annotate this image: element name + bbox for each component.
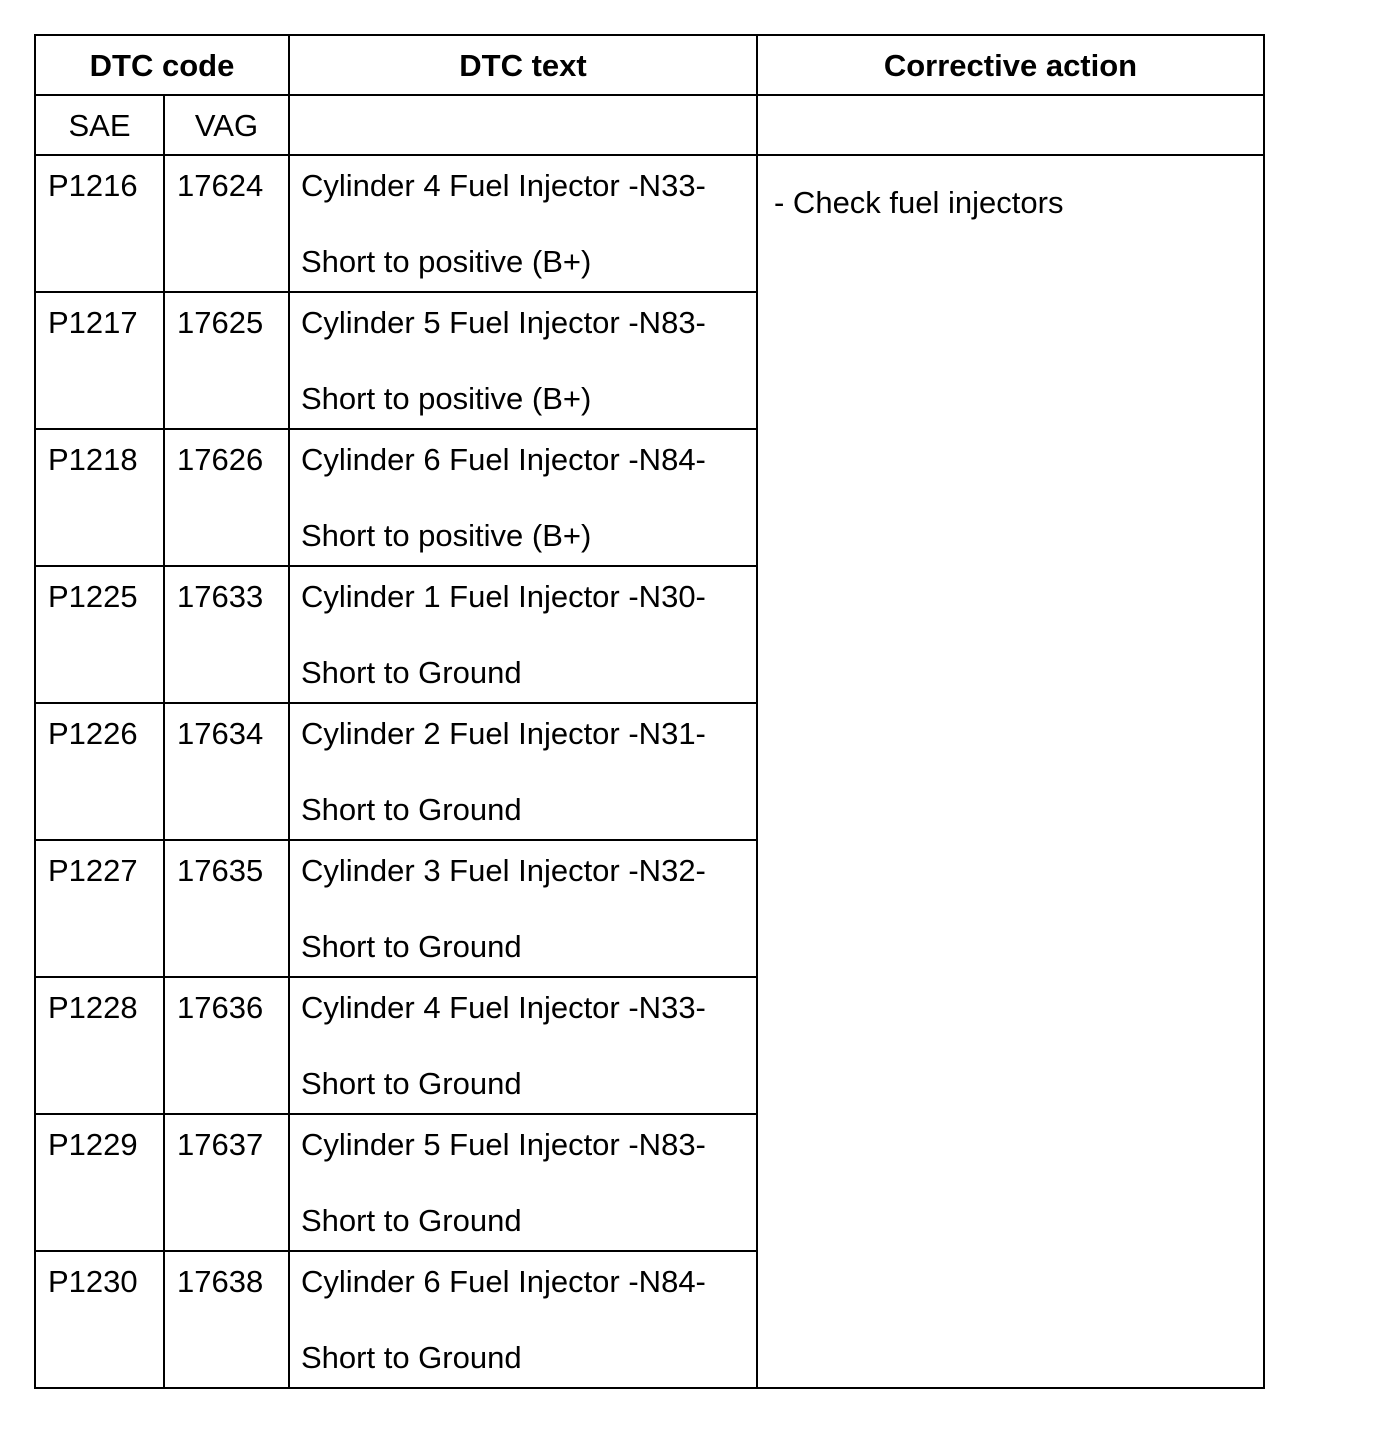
dtc-table [34,34,1265,1389]
dtc-description-line1: Cylinder 6 Fuel Injector -N84- [301,442,706,477]
empty-cell [289,95,757,155]
dtc-description-line1: Cylinder 4 Fuel Injector -N33- [301,168,706,203]
dtc-description-line1: Cylinder 5 Fuel Injector -N83- [301,305,706,340]
dtc-description [289,703,757,840]
dtc-description-line1: Cylinder 5 Fuel Injector -N83- [301,1127,706,1162]
vag-header: VAG [164,95,289,155]
header-row [35,35,1264,95]
dtc-description [289,1114,757,1251]
dtc-description [289,840,757,977]
vag-code: 17624 [164,155,289,292]
vag-code: 17637 [164,1114,289,1251]
vag-code: 17626 [164,429,289,566]
dtc-description-line2: Short to Ground [301,1066,522,1101]
sae-header: SAE [35,95,164,155]
dtc-description-line1: Cylinder 2 Fuel Injector -N31- [301,716,706,751]
dtc-description [289,566,757,703]
sae-code: P1228 [35,977,164,1114]
sae-code: P1227 [35,840,164,977]
dtc-description-line2: Short to Ground [301,792,522,827]
dtc-description-line1: Cylinder 3 Fuel Injector -N32- [301,853,706,888]
vag-code: 17625 [164,292,289,429]
table-row [35,155,1264,292]
sae-code: P1217 [35,292,164,429]
dtc-description-line1: Cylinder 1 Fuel Injector -N30- [301,579,706,614]
dtc-description-line2: Short to positive (B+) [301,518,592,553]
dtc-description-line2: Short to positive (B+) [301,244,592,279]
dtc-description-line2: Short to Ground [301,1340,522,1375]
corrective-action-header: Corrective action [757,35,1264,95]
dtc-code-header: DTC code [35,35,289,95]
sae-code: P1230 [35,1251,164,1388]
sae-code: P1216 [35,155,164,292]
dtc-description-line1: Cylinder 4 Fuel Injector -N33- [301,990,706,1025]
dtc-description-line2: Short to Ground [301,1203,522,1238]
dtc-description [289,292,757,429]
dtc-text-header: DTC text [289,35,757,95]
dtc-description [289,429,757,566]
sae-code: P1229 [35,1114,164,1251]
vag-code: 17633 [164,566,289,703]
dtc-description-line2: Short to Ground [301,929,522,964]
sae-code: P1226 [35,703,164,840]
vag-code: 17634 [164,703,289,840]
dtc-description [289,977,757,1114]
corrective-action-cell: - Check fuel injectors [757,155,1264,1388]
vag-code: 17635 [164,840,289,977]
dtc-description-line2: Short to positive (B+) [301,381,592,416]
subheader-row [35,95,1264,155]
dtc-description-line1: Cylinder 6 Fuel Injector -N84- [301,1264,706,1299]
dtc-description [289,155,757,292]
vag-code: 17636 [164,977,289,1114]
sae-code: P1225 [35,566,164,703]
empty-cell [757,95,1264,155]
dtc-description [289,1251,757,1388]
vag-code: 17638 [164,1251,289,1388]
sae-code: P1218 [35,429,164,566]
dtc-description-line2: Short to Ground [301,655,522,690]
